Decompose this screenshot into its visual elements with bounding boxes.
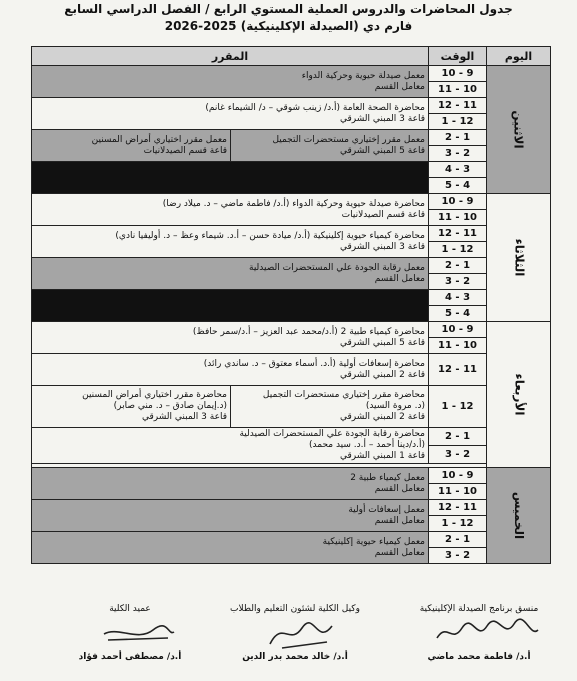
signature-coordinator [399, 604, 559, 614]
schedule-table [31, 46, 551, 564]
time-cell: 12 - 1 [429, 386, 487, 428]
time-cell: 2 - 3 [429, 274, 487, 290]
time-cell: 12 - 1 [429, 114, 487, 130]
time-cell: 12 - 1 [429, 242, 487, 258]
course-column-header: المقرر [32, 47, 429, 66]
time-cell: 12 - 1 [429, 516, 487, 532]
table-row [32, 500, 551, 516]
time-cell: 2 - 3 [429, 446, 487, 464]
time-cell: 9 - 10 [429, 194, 487, 210]
coordinator-name: أ.د/ فاطمة محمد ماضي [427, 652, 531, 662]
time-cell: 9 - 10 [429, 468, 487, 484]
vice-dean-title: وكيل الكلية لشئون التعليم والطلاب [230, 604, 360, 614]
table-row [32, 290, 551, 306]
time-cell: 1 - 2 [429, 532, 487, 548]
empty-slot [32, 290, 429, 322]
table-row [32, 468, 551, 484]
day-cell-tuesday: الثلاثاء [487, 194, 551, 322]
dean-title: عميد الكلية [109, 604, 151, 614]
schedule-entry: معمل مقرر اختياري أمراض المسنين قاعة قسم الصيدلانيات [32, 130, 231, 162]
time-cell: 9 - 10 [429, 322, 487, 338]
signature-scrawl-vice-dean [262, 616, 342, 652]
time-cell: 10 - 11 [429, 82, 487, 98]
signature-scrawl-dean [98, 616, 178, 648]
table-row [32, 226, 551, 242]
day-cell-thursday: الخميس [487, 468, 551, 564]
time-cell: 10 - 11 [429, 210, 487, 226]
time-cell: 1 - 2 [429, 130, 487, 146]
table-header-row [32, 47, 551, 66]
table-row [32, 98, 551, 114]
time-cell: 3 - 4 [429, 162, 487, 178]
schedule-entry: محاضرة إسعافات أولية (أ.د. أسماء معتوق – د. ساندي رائد) قاعة 2 المبني الشرقي [32, 354, 429, 386]
time-cell: 4 - 5 [429, 306, 487, 322]
day-cell-wednesday: الأربعاء [487, 322, 551, 468]
schedule-entry: معمل إسعافات أولية معامل القسم [32, 500, 429, 532]
time-cell: 11 - 12 [429, 98, 487, 114]
time-cell: 3 - 4 [429, 290, 487, 306]
schedule-entry: معمل كيمياء طبية 2 معامل القسم [32, 468, 429, 500]
schedule-entry: محاضرة كيمياء طبية 2 (أ.د/محمد عبد العزيز – أ.د/سمر حافظ) قاعة 5 المبني الشرقي [32, 322, 429, 354]
table-row [32, 162, 551, 178]
schedule-entry: محاضرة مقرر اختياري أمراض المسنين (د.إيمان صادق – د. مني صابر) قاعة 3 المبني الشرقي [32, 386, 231, 428]
signature-scrawl-coordinator [432, 616, 542, 648]
time-column-header: الوقت [429, 47, 487, 66]
table-row [32, 258, 551, 274]
table-row [32, 322, 551, 338]
time-cell: 1 - 2 [429, 258, 487, 274]
schedule-entry: محاضرة كيمياء حيوية إكلينيكية (أ.د/ ميادة حسن – أ.د. شيماء وعظ – د. أوليفيا نادي) قاعة 3 المبني الشرقي [32, 226, 429, 258]
schedule-title: جدول المحاضرات والدروس العملية المستوي الرابع / الفصل الدراسي السابع [64, 2, 513, 16]
day-cell-monday: الاثنين [487, 66, 551, 194]
schedule-entry: محاضرة رقابة الجودة علي المستحضرات الصيدلية (أ.د/دينا أحمد – أ.د. سيد محمد) قاعة 1 المبني الشرقي [32, 428, 429, 464]
schedule-entry: محاضرة صيدلة حيوية وحركية الدواء (أ.د/ فاطمة ماضي – د. ميلاد رضا) قاعة قسم الصيدلانيات [32, 194, 429, 226]
table-row [32, 354, 551, 386]
table-row [32, 386, 551, 428]
day-column-header: اليوم [487, 47, 551, 66]
dean-name: أ.د/ مصطفى أحمد فؤاد [78, 652, 182, 662]
schedule-entry: معمل مقرر إختياري مستحضرات التجميل قاعة 5 المبني الشرقي [231, 130, 429, 162]
schedule-entry: محاضرة مقرر إختياري مستحضرات التجميل (د. مروة السيد) قاعة 2 المبني الشرقي [231, 386, 429, 428]
table-row [32, 66, 551, 82]
empty-slot [32, 162, 429, 194]
time-cell: 2 - 3 [429, 548, 487, 564]
schedule-entry: معمل رقابة الجودة علي المستحضرات الصيدلية معامل القسم [32, 258, 429, 290]
time-cell: 11 - 12 [429, 500, 487, 516]
schedule-entry: محاضرة الصحة العامة (أ.د/ زينب شوقي – د/ الشيماء غانم) قاعة 3 المبني الشرقي [32, 98, 429, 130]
table-row [32, 532, 551, 548]
time-cell: 9 - 10 [429, 66, 487, 82]
time-cell: 10 - 11 [429, 484, 487, 500]
time-cell: 11 - 12 [429, 226, 487, 242]
vice-dean-name: أ.د/ خالد محمد بدر الدين [242, 652, 348, 662]
time-cell: 10 - 11 [429, 338, 487, 354]
time-cell: 4 - 5 [429, 178, 487, 194]
table-row [32, 428, 551, 446]
signature-dean [60, 604, 200, 614]
program-title: فارم دي (الصيدلة الإكلينيكية) 2025-2026 [164, 19, 413, 33]
coordinator-title: منسق برنامج الصيدلة الإكلينيكية [419, 604, 539, 614]
time-cell: 1 - 2 [429, 428, 487, 446]
time-cell: 11 - 12 [429, 354, 487, 386]
time-cell: 2 - 3 [429, 146, 487, 162]
signature-vice-dean [205, 604, 385, 614]
table-row [32, 194, 551, 210]
schedule-entry: معمل كيمياء حيوية إكلينيكية معامل القسم [32, 532, 429, 564]
table-row [32, 130, 551, 146]
schedule-entry: معمل صيدلة حيوية وحركية الدواء معامل القسم [32, 66, 429, 98]
